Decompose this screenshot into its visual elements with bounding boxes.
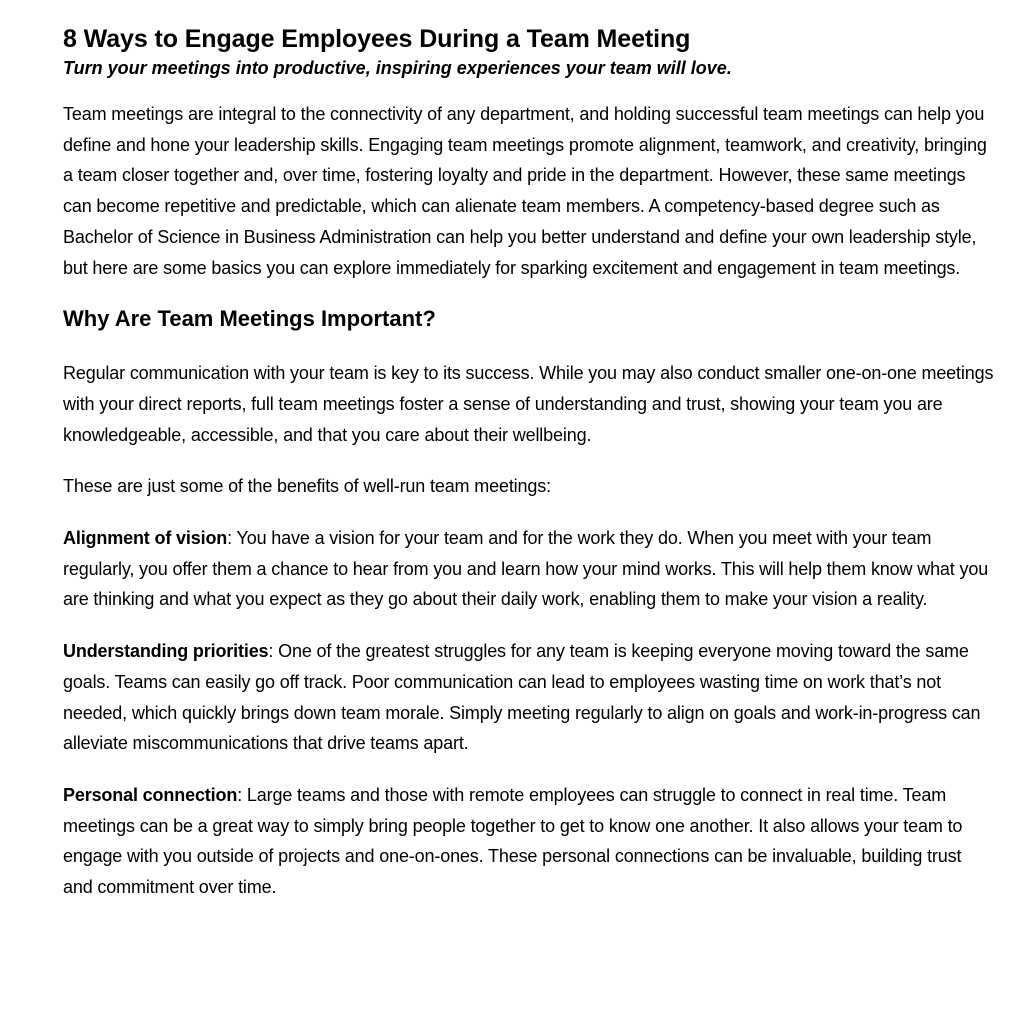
- benefit-text: : Large teams and those with remote employees can struggle to connect in real time. Team meetings can be a great way to simply bring people together to get to know one another. It also allows your team to engage with you outside of projects and one-on-ones. These personal connections can be invaluable, building trust and commitment over time.: [63, 784, 963, 898]
- benefit-term: Understanding priorities: [63, 641, 269, 662]
- intro-paragraph: Team meetings are integral to the connectivity of any department, and holding successful team meetings can help you define and hone your leadership skills. Engaging team meetings promote alignment, teamwork, and creativity, bringing a team closer together and, over time, fostering loyalty and pride in the department. However, these same meetings can become repetitive and predictable, which can alienate team members. A competency-based degree such as Bachelor of Science in Business Administration can help you better understand and define your own leadership style, but here are some basics you can explore immediately for sparking excitement and engagement in team meetings.: [63, 104, 987, 278]
- benefits-intro: These are just some of the benefits of well-run team meetings:: [63, 476, 551, 497]
- benefit-text: : You have a vision for your team and for the work they do. When you meet with your team regularly, you offer them a chance to hear from you and learn how your mind works. This will help them know what you are thinking and what you expect as they go about their daily work, enabling them to make your vision a reality.: [63, 528, 989, 610]
- article-subtitle: Turn your meetings into productive, inspiring experiences your team will love.: [63, 58, 732, 78]
- benefit-understanding-priorities: [63, 636, 994, 759]
- section-heading: Why Are Team Meetings Important?: [63, 306, 436, 332]
- article-title: 8 Ways to Engage Employees During a Team Meeting: [63, 25, 691, 53]
- benefit-term: Personal connection: [63, 784, 238, 805]
- benefit-personal-connection: [63, 780, 994, 903]
- section-paragraph: Regular communication with your team is key to its success. While you may also conduct smaller one-on-one meetings with your direct reports, full team meetings foster a sense of understanding and trust, showing your team you are knowledgeable, accessible, and that you care about their wellbeing.: [63, 363, 994, 445]
- benefit-term: Alignment of vision: [63, 528, 228, 549]
- benefit-text: : One of the greatest struggles for any team is keeping everyone moving toward the same goals. Teams can easily go off track. Poor communication can lead to employees wasting time on work that’s not needed, which quickly brings down team morale. Simply meeting regularly to align on goals and work-in-progress can alleviate miscommunications that drive teams apart.: [63, 641, 981, 754]
- benefit-alignment-of-vision: [63, 523, 994, 615]
